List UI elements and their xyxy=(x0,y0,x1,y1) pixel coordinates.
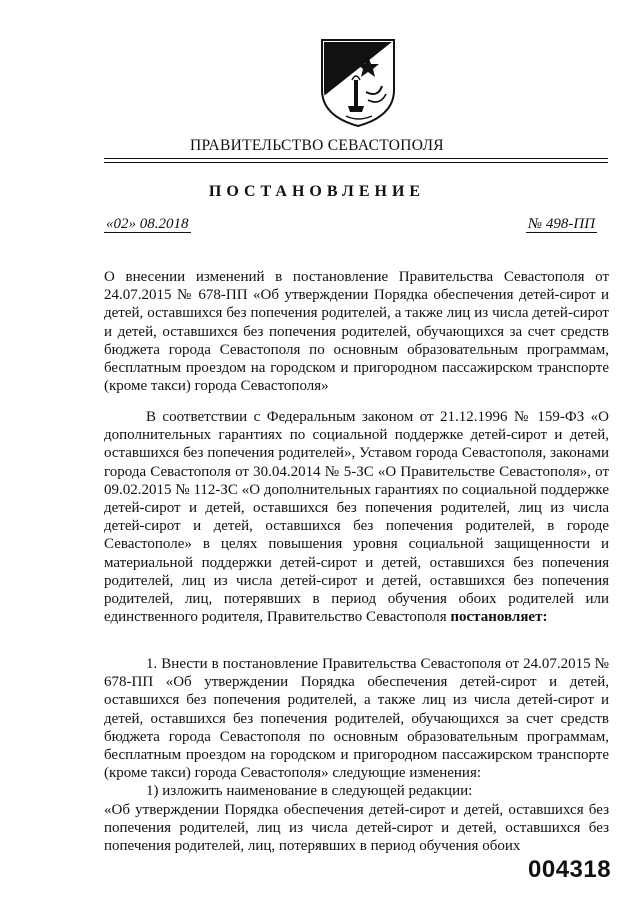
document-type: ПОСТАНОВЛЕНИЕ xyxy=(208,183,426,200)
decree-word: постановляет: xyxy=(450,609,548,626)
document-title xyxy=(104,268,609,395)
title-text: О внесении изменений в постановление Правительства Севастополя от 24.07.2015 № 678-ПП «Об утверждении Порядка обеспечения детей-сирот и детей, оставшихся без попечения родителей, а также лиц из числа детей-сирот и детей, оставшихся без попечения родителей, обучающихся за счет средств бюджета города Севастополя по основным образовательным программам, бесплатным проездом на городском и пригородном пассажирском транспорте (кроме такси) города Севастополя» xyxy=(104,269,609,395)
preamble-text: В соответствии с Федеральным законом от 21.12.1996 № 159-ФЗ «О дополнительных гарантиях по социальной поддержке детей-сирот и детей, оставшихся без попечения родителей», Уставом города Севастополя, законами города Севастополя от 30.04.2014 № 5-ЗС «О Правительстве Севастополя», от 09.02.2015 № 112-ЗС «О дополнительных гарантиях по социальной поддержке детей-сирот и детей, оставшихся без попечения родителей, лиц из числа детей-сирот и детей, оставшихся без попечения родителей, в городе Севастополе» в целях повышения уровня социальной защищенности и материальной поддержки детей-сирот и детей, оставшихся без попечения родителей, лиц из числа детей-сирот и детей, оставшихся без попечения родителей, лиц, потерявших в период обучения обоих родителей или единственного родителя, Правительство Севастополя xyxy=(104,409,609,626)
document-number xyxy=(526,216,597,233)
header-rule-thin xyxy=(104,162,608,163)
subitem-1: 1) изложить наименование в следующей редакции: xyxy=(146,783,473,800)
preamble-section xyxy=(104,408,609,626)
body-section xyxy=(104,655,609,855)
date-value: «02» 08.2018 xyxy=(106,216,189,232)
coat-of-arms-emblem xyxy=(318,36,398,128)
document-date xyxy=(104,216,191,233)
preamble-paragraph xyxy=(104,408,609,626)
government-name: ПРАВИТЕЛЬСТВО СЕВАСТОПОЛЯ xyxy=(190,137,444,154)
number-value: № 498-ПП xyxy=(528,216,596,232)
quoted-title: «Об утверждении Порядка обеспечения детей-сирот и детей, оставшихся без попечения родителей, лиц из числа детей-сирот и детей, оставшихся без попечения родителей, лиц, потерявших в период обучения обоих xyxy=(104,801,609,855)
stamp-number: 004318 xyxy=(528,856,612,883)
header-rule-thick xyxy=(104,158,608,159)
item-1: 1. Внести в постановление Правительства Севастополя от 24.07.2015 № 678-ПП «Об утверждении Порядка обеспечения детей-сирот и детей, оставшихся без попечения родителей, а также лиц из числа детей-сирот и детей, оставшихся без попечения родителей, обучающихся за счет средств бюджета города Севастополя по основным образовательным программам, бесплатным проездом на городском и пригородном пассажирском транспорте (кроме такси) города Севастополя» следующие изменения: xyxy=(104,656,609,782)
